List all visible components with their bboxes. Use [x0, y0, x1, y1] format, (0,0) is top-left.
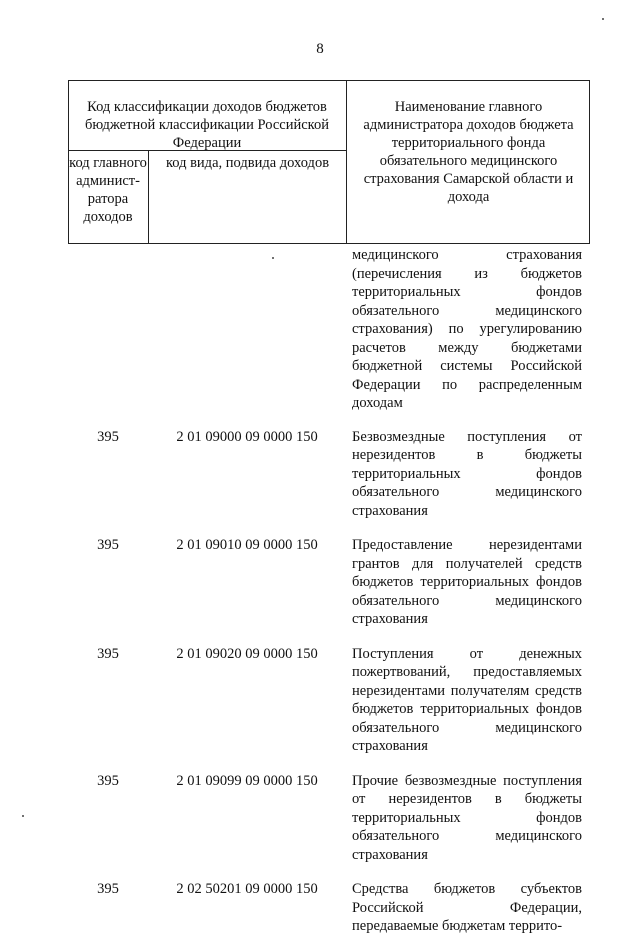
admin-code-cell: 395 [97, 881, 119, 897]
table-row [68, 880, 590, 936]
table-row [68, 536, 590, 629]
header-classification-code: Код классификации доходов бюджетов бюджетной классификации Российской Федерации [85, 99, 329, 151]
admin-code-cell [68, 246, 148, 413]
page-number: 8 [316, 41, 324, 57]
revenue-code-cell [148, 246, 346, 413]
scan-speck [602, 18, 604, 20]
table-body [68, 246, 590, 936]
admin-code-cell: 395 [97, 537, 119, 553]
revenue-name-cell: Поступления от денежных пожертвований, предоставляемых нерезидентами получателям средств бюджетов территориальных фондов обязательного медицинского страхования [352, 645, 582, 754]
revenue-code-cell: 2 01 09099 09 0000 150 [176, 772, 318, 789]
revenue-name-cell: Прочие безвозмездные поступления от нерезидентов в бюджеты территориальных фондов обязательного медицинского страхования [352, 772, 582, 863]
revenue-name-cell: Безвозмездные поступления от нерезидентов в бюджеты территориальных фондов обязательного медицинского страхования [352, 428, 582, 519]
table-row [68, 246, 590, 413]
header-admin-code: код главного админист-ратора доходов [69, 155, 147, 225]
admin-code-cell: 395 [97, 428, 119, 445]
scan-speck [272, 257, 274, 259]
revenue-code-cell: 2 01 09020 09 0000 150 [176, 645, 318, 662]
revenue-code-cell: 2 01 09010 09 0000 150 [176, 537, 318, 553]
revenue-name-cell: медицинского страхования (перечисления из бюджетов территориальных фондов обязательного медицинского страхования) по урегулированию расчетов между бюджетами бюджетной системы Российской Федерации по распределенным доходам [352, 247, 582, 411]
scan-speck [22, 815, 24, 817]
table-row [68, 428, 590, 521]
table-row [68, 645, 590, 756]
revenue-name-cell: Средства бюджетов субъектов Российской Федерации, передаваемые бюджетам террито- [352, 881, 582, 934]
table-row [68, 772, 590, 865]
table-header [68, 80, 590, 244]
revenue-code-cell: 2 02 50201 09 0000 150 [176, 881, 318, 897]
admin-code-cell: 395 [97, 645, 119, 662]
revenue-name-cell: Предоставление нерезидентами грантов для получателей средств бюджетов территориальных фондов обязательного медицинского страхования [352, 537, 582, 627]
admin-code-cell: 395 [97, 772, 119, 789]
header-kind-code: код вида, подвида доходов [165, 155, 330, 171]
revenue-code-cell: 2 01 09000 09 0000 150 [176, 428, 318, 445]
header-administrator-name: Наименование главного администратора доходов бюджета территориального фонда обязательного медицинского страхования Самарской области и дохода [363, 99, 574, 205]
